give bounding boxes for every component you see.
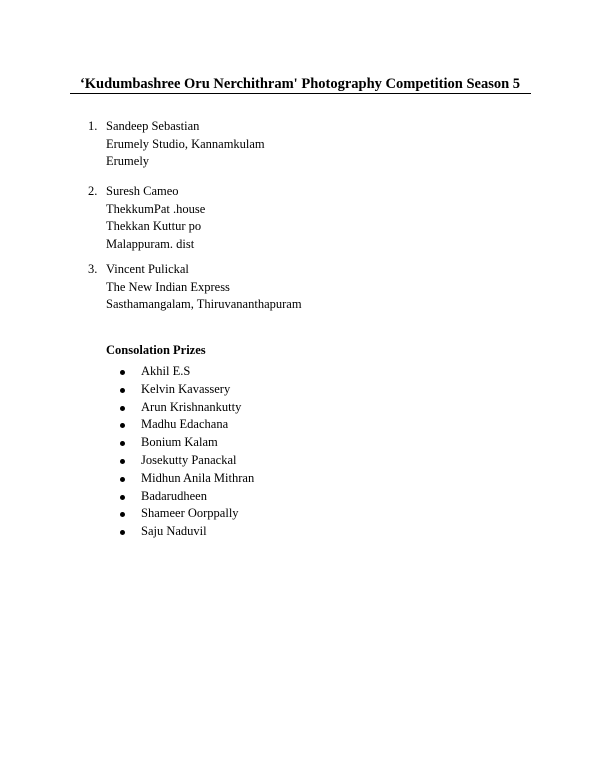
bullet-icon: [120, 388, 125, 393]
winner-number: 3.: [88, 262, 98, 276]
bullet-icon: [120, 530, 125, 535]
consolation-name: Shameer Oorppally: [141, 506, 239, 521]
bullet-icon: [120, 406, 125, 411]
bullet-icon: [120, 477, 125, 482]
bullet-icon: [120, 459, 125, 464]
bullet-icon: [120, 512, 125, 517]
winner-name: Vincent Pulickal: [106, 262, 189, 276]
bullet-icon: [120, 423, 125, 428]
consolation-name: Badarudheen: [141, 488, 207, 503]
bullet-icon: [120, 441, 125, 446]
consolation-name: Josekutty Panackal: [141, 452, 237, 467]
bullet-icon: [120, 495, 125, 500]
winner-address-line: Erumely: [106, 154, 150, 168]
bullet-icon: [120, 370, 125, 375]
winner-address-line: Erumely Studio, Kannamkulam: [106, 136, 265, 151]
consolation-name: Bonium Kalam: [141, 435, 218, 450]
winner-address-line: Sasthamangalam, Thiruvananthapuram: [106, 297, 302, 311]
consolation-name: Saju Naduvil: [141, 524, 207, 539]
winner-number: 2.: [88, 184, 98, 198]
winner-address-line: Thekkan Kuttur po: [106, 219, 202, 233]
winner-address-line: The New Indian Express: [106, 279, 230, 294]
winner-number: 1.: [88, 119, 98, 133]
document-title: ‘Kudumbashree Oru Nerchithram' Photography Competition Season 5: [79, 76, 521, 92]
consolation-name: Kelvin Kavassery: [141, 381, 231, 396]
winner-address-line: ThekkumPat .house: [106, 201, 206, 216]
title-underline: [70, 93, 531, 94]
winner-address-line: Malappuram. dist: [106, 236, 195, 251]
consolation-name: Midhun Anila Mithran: [141, 470, 255, 485]
consolation-name: Akhil E.S: [141, 364, 191, 378]
winner-name: Suresh Cameo: [106, 184, 179, 198]
consolation-name: Arun Krishnankutty: [141, 399, 242, 414]
winner-name: Sandeep Sebastian: [106, 119, 200, 133]
consolation-name: Madhu Edachana: [141, 417, 229, 432]
consolation-heading: Consolation Prizes: [106, 343, 206, 357]
